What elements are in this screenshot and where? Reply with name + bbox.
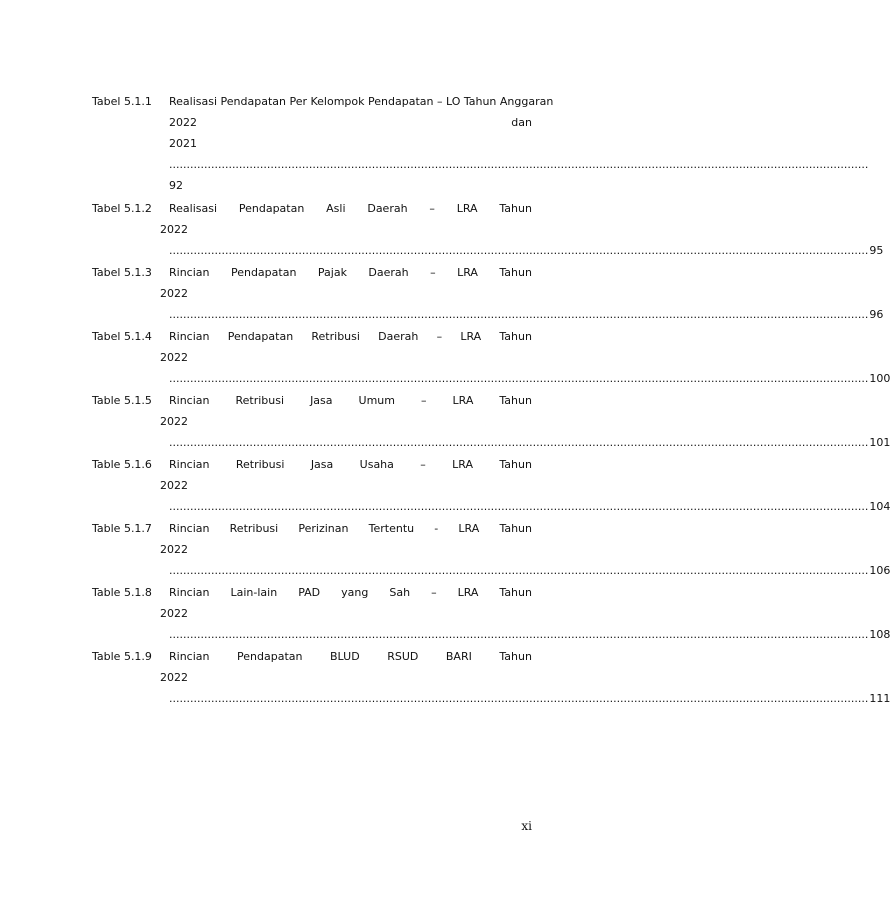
toc-page-number: 108 xyxy=(869,628,890,641)
toc-entry-title-line-3: 2021 xyxy=(169,137,197,150)
title-word: Daerah xyxy=(368,266,409,279)
page-number: xi xyxy=(521,819,532,833)
title-word: Pendapatan xyxy=(230,266,297,279)
title-word: Umum xyxy=(358,394,395,407)
toc-entry-continuation: 2022 xyxy=(160,479,188,492)
dot-leader-fill: ........................................................................................................................................................................................................ xyxy=(169,372,869,385)
title-word: – xyxy=(436,330,443,343)
toc-dot-leader xyxy=(169,500,890,513)
title-word: yang xyxy=(341,586,369,599)
title-word: LRA xyxy=(457,266,478,279)
title-word: Daerah xyxy=(367,202,408,215)
toc-entry-label: Tabel 5.1.1 xyxy=(92,95,152,108)
title-word: Tahun xyxy=(499,458,532,471)
toc-entry-title xyxy=(169,650,532,663)
toc-dot-leader xyxy=(169,628,890,641)
title-word: Rincian xyxy=(169,266,210,279)
toc-entry-label: Tabel 5.1.4 xyxy=(92,330,152,343)
toc-entry-label: Tabel 5.1.3 xyxy=(92,266,152,279)
toc-dot-leader xyxy=(169,436,890,449)
title-word: Retribusi xyxy=(229,522,279,535)
title-word: Pajak xyxy=(317,266,347,279)
title-word: – xyxy=(429,202,435,215)
title-word: Rincian xyxy=(169,458,210,471)
title-word: – xyxy=(430,266,436,279)
toc-entry-continuation: 2022 xyxy=(160,287,188,300)
toc-entry-continuation: 2022 xyxy=(160,351,188,364)
title-word: Rincian xyxy=(169,522,210,535)
title-word: LRA xyxy=(457,586,479,599)
toc-entry-label: Table 5.1.6 xyxy=(92,458,152,471)
title-word: Tahun xyxy=(499,650,532,663)
toc-entry-title-line-2: 2022 xyxy=(169,116,197,129)
toc-dot-leader xyxy=(169,692,890,705)
title-word: Daerah xyxy=(378,330,419,343)
title-word: Tahun xyxy=(499,586,532,599)
toc-entry-continuation: 2022 xyxy=(160,223,188,236)
dot-leader-fill: ........................................................................................................................................................................................................ xyxy=(169,436,869,449)
toc-entry-label: Table 5.1.5 xyxy=(92,394,152,407)
dot-leader-fill: ........................................................................................................................................................................................................ xyxy=(169,692,869,705)
toc-entry-label: Tabel 5.1.2 xyxy=(92,202,152,215)
toc-page-number: 111 xyxy=(869,692,890,705)
title-word: - xyxy=(434,522,439,535)
toc-entry-label: Table 5.1.8 xyxy=(92,586,152,599)
title-word: Pendapatan xyxy=(237,650,303,663)
title-word: Rincian xyxy=(169,586,210,599)
dot-leader-fill: ........................................................................................................................................................................................................ xyxy=(169,564,869,577)
toc-entry-continuation: 2022 xyxy=(160,415,188,428)
title-word: – xyxy=(420,458,426,471)
title-word: Sah xyxy=(389,586,411,599)
toc-entry-title xyxy=(169,586,532,599)
title-word: PAD xyxy=(298,586,321,599)
toc-page-number: 100 xyxy=(869,372,890,385)
title-word: – xyxy=(421,394,427,407)
toc-dot-leader xyxy=(169,308,884,321)
toc-dot-leader xyxy=(169,564,890,577)
title-word: RSUD xyxy=(387,650,419,663)
toc-entry-continuation: 2022 xyxy=(160,607,188,620)
title-word: Tahun xyxy=(499,330,532,343)
title-word: Jasa xyxy=(310,394,333,407)
title-word: LRA xyxy=(458,522,480,535)
title-word: Pendapatan xyxy=(238,202,305,215)
title-word: LRA xyxy=(460,330,482,343)
toc-dot-leader xyxy=(169,158,869,171)
toc-page-number: 104 xyxy=(869,500,890,513)
title-word: Tahun xyxy=(499,202,532,215)
title-word: LRA xyxy=(452,394,474,407)
title-word: Retribusi xyxy=(235,394,285,407)
toc-entry-label: Table 5.1.7 xyxy=(92,522,152,535)
title-word: Tahun xyxy=(499,522,532,535)
dot-leader-fill: ........................................................................................................................................................................................................ xyxy=(169,500,869,513)
title-word: Tahun xyxy=(499,394,532,407)
title-word: Retribusi xyxy=(235,458,285,471)
title-word: LRA xyxy=(456,202,478,215)
toc-page-number: 95 xyxy=(869,244,884,257)
title-word: Tertentu xyxy=(368,522,415,535)
title-word: Retribusi xyxy=(311,330,360,343)
dot-leader-fill: ........................................................................................................................................................................................................ xyxy=(169,244,869,257)
title-word: Perizinan xyxy=(298,522,349,535)
toc-entry-title xyxy=(169,202,532,215)
title-word: – xyxy=(431,586,437,599)
title-word: Rincian xyxy=(169,330,210,343)
toc-entry-title: Realisasi Pendapatan Per Kelompok Pendapatan – LO Tahun Anggaran xyxy=(169,95,554,108)
dot-leader-fill: ........................................................................................................................................................................................................ xyxy=(169,158,869,171)
title-word: Rincian xyxy=(169,394,210,407)
toc-entry-continuation: 2022 xyxy=(160,543,188,556)
title-word: Pendapatan xyxy=(227,330,294,343)
toc-entry-title xyxy=(169,458,532,471)
title-word: BARI xyxy=(445,650,472,663)
toc-entry-label: Table 5.1.9 xyxy=(92,650,152,663)
toc-page-number: 96 xyxy=(869,308,884,321)
title-word: Lain-lain xyxy=(230,586,278,599)
dot-leader-fill: ........................................................................................................................................................................................................ xyxy=(169,628,869,641)
toc-entry-title xyxy=(169,266,532,279)
title-word: Rincian xyxy=(169,650,210,663)
title-word: BLUD xyxy=(330,650,360,663)
toc-page-number: 101 xyxy=(869,436,890,449)
toc-entry-title xyxy=(169,522,532,535)
toc-dot-leader xyxy=(169,372,890,385)
title-word: Tahun xyxy=(499,266,532,279)
title-word: Asli xyxy=(326,202,346,215)
title-word: Jasa xyxy=(310,458,334,471)
title-word: LRA xyxy=(452,458,474,471)
toc-page-number: 92 xyxy=(169,179,183,192)
dot-leader-fill: ........................................................................................................................................................................................................ xyxy=(169,308,869,321)
toc-dot-leader xyxy=(169,244,884,257)
title-word: Realisasi xyxy=(169,202,218,215)
toc-entry-continuation: 2022 xyxy=(160,671,188,684)
toc-page-number: 106 xyxy=(869,564,890,577)
toc-entry-title-line-2-right: dan xyxy=(511,116,532,129)
toc-entry-title xyxy=(169,394,532,407)
toc-entry-title xyxy=(169,330,532,343)
title-word: Usaha xyxy=(359,458,394,471)
